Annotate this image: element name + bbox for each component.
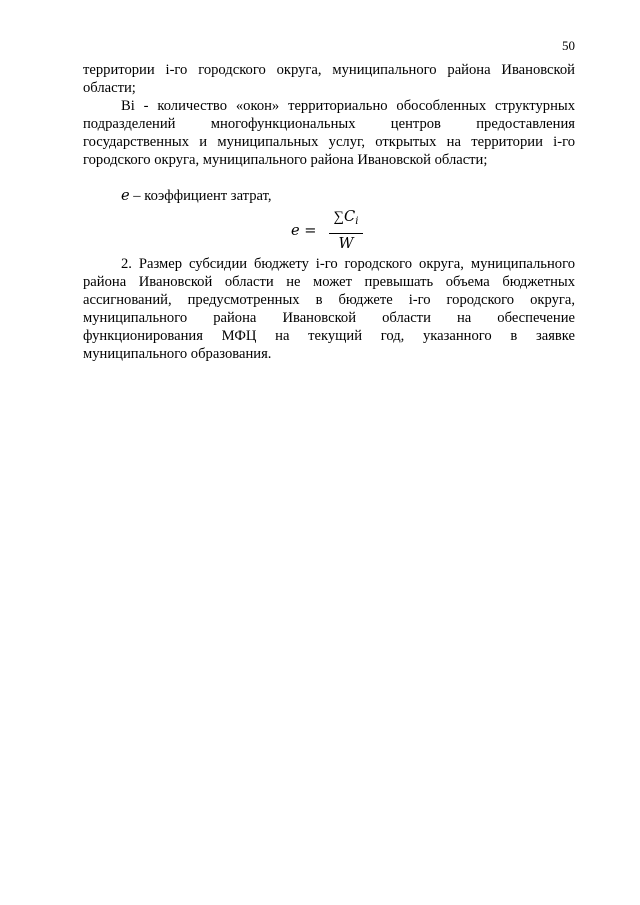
formula-fraction — [329, 208, 363, 253]
formula — [83, 208, 575, 256]
formula-denominator: W — [338, 235, 354, 253]
paragraph-cost-coefficient — [83, 187, 575, 206]
formula-numerator — [329, 208, 363, 234]
symbol-e: e — [121, 187, 130, 205]
document-body — [83, 62, 575, 364]
numerator-subscript: i — [355, 216, 359, 228]
cost-coefficient-text: – коэффициент затрат, — [129, 188, 272, 205]
sum-symbol: ∑ — [333, 209, 345, 226]
numerator-variable: C — [344, 208, 356, 226]
paragraph-bi-definition: Bi - количество «окон» территориально обособленных структурных подразделений многофункциональных центров предоставления государственных и муниципальных услуг, открытых на территории i-го городского округа, муниципального района Ивановской области; — [83, 97, 575, 168]
spacer — [83, 169, 575, 187]
paragraph-territory: территории i-го городского округа, муниципального района Ивановской области; — [83, 62, 575, 96]
formula-lhs: e = — [291, 222, 317, 240]
page-number: 50 — [562, 38, 575, 53]
paragraph-subsidy-size: 2. Размер субсидии бюджету i-го городского округа, муниципального района Ивановской области не может превышать объема бюджетных ассигнований, предусмотренных в бюджете i-го городского округа, муниципального района Ивановской области на обеспечение функционирования МФЦ на текущий год, указанного в заявке муниципального образования. — [83, 256, 575, 362]
